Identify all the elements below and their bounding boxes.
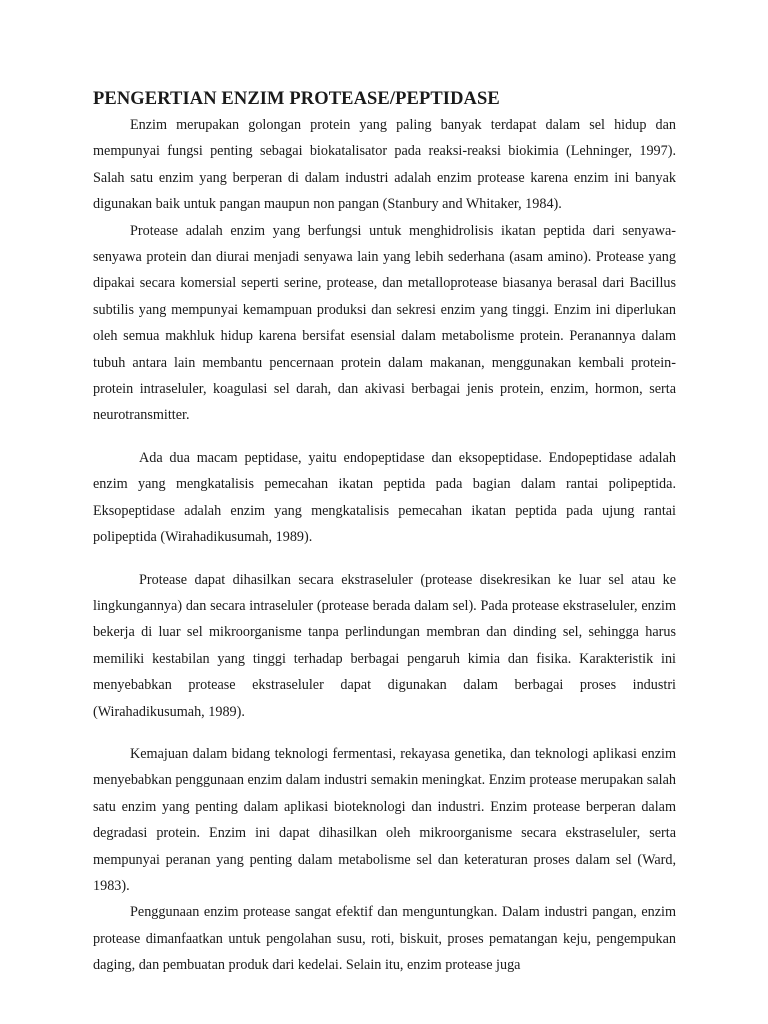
paragraph-protease-definition: Protease adalah enzim yang berfungsi untuk menghidrolisis ikatan peptida dari senyawa-senyawa protein dan diurai menjadi senyawa lain yang lebih sederhana (asam amino). Protease yang dipakai secara komersial seperti serine, protease, dan metalloprotease biasanya berasal dari Bacillus subtilis yang mempunyai kemampuan produksi dan sekresi enzim yang tinggi. Enzim ini diperlukan oleh semua makhluk hidup karena bersifat esensial dalam metabolisme protein. Peranannya dalam tubuh antara lain membantu pencernaan protein dalam makanan, menggunakan kembali protein-protein intraseluler, koagulasi sel darah, dan akivasi berbagai jenis protein, enzim, hormon, serta neurotransmitter. [93,222,676,424]
paragraph-enzim-intro: Enzim merupakan golongan protein yang paling banyak terdapat dalam sel hidup dan mempunyai fungsi penting sebagai biokatalisator pada reaksi-reaksi biokimia (Lehninger, 1997). Salah satu enzim yang berperan di dalam industri adalah enzim protease karena enzim ini banyak digunakan baik untuk pangan maupun non pangan (Stanbury and Whitaker, 1984). [93,117,676,213]
document-title: PENGERTIAN ENZIM PROTEASE/PEPTIDASE [93,89,500,109]
paragraph-extracellular-protease: Protease dapat dihasilkan secara ekstraseluler (protease disekresikan ke luar sel atau ke lingkungannya) dan secara intraseluler (protease berada dalam sel). Pada protease ekstraseluler, enzim bekerja di luar sel mikroorganisme tanpa perlindungan membran dan dinding sel, sehingga harus memiliki kestabilan yang tinggi terhadap berbagai pengaruh kimia dan fisika. Karakteristik ini menyebabkan protease ekstraseluler dapat digunakan dalam berbagai proses industri (Wirahadikusumah, 1989). [93,571,676,720]
paragraph-peptidase-types: Ada dua macam peptidase, yaitu endopeptidase dan eksopeptidase. Endopeptidase adalah enzim yang mengkatalisis pemecahan ikatan peptida pada bagian dalam rantai polipeptida. Eksopeptidase adalah enzim yang mengkatalisis pemecahan ikatan peptida pada ujung rantai polipeptida (Wirahadikusumah, 1989). [93,449,676,546]
paragraph-technology-advances: Kemajuan dalam bidang teknologi fermentasi, rekayasa genetika, dan teknologi aplikasi enzim menyebabkan penggunaan enzim dalam industri semakin meningkat. Enzim protease merupakan salah satu enzim yang penting dalam aplikasi bioteknologi dan industri. Enzim protease berperan dalam degradasi protein. Enzim ini dapat dihasilkan oleh mikroorganisme secara ekstraseluler, serta mempunyai peranan yang penting dalam metabolisme sel dan keteraturan proses dalam sel (Ward, 1983). [93,745,676,894]
document-page [93,86,676,979]
paragraph-protease-uses: Penggunaan enzim protease sangat efektif dan menguntungkan. Dalam industri pangan, enzim protease dimanfaatkan untuk pengolahan susu, roti, biskuit, proses pematangan keju, pengempukan daging, dan pembuatan produk dari kedelai. Selain itu, enzim protease juga [93,904,676,974]
